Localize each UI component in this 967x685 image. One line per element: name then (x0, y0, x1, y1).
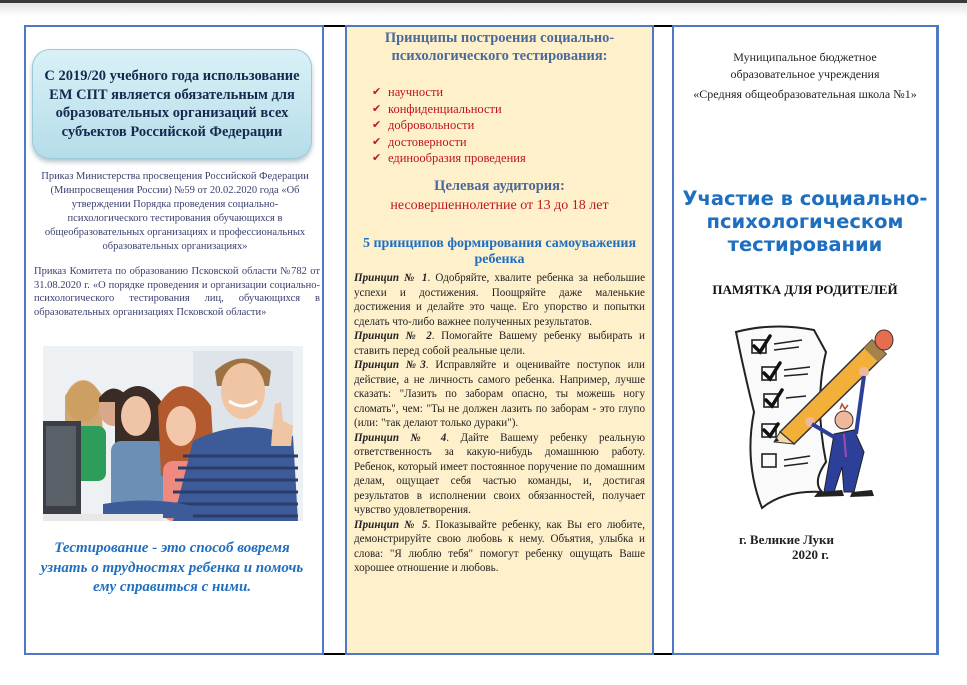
principle-number: Принцип № 4 (354, 431, 447, 444)
school-line: Муниципальное бюджетное (733, 50, 877, 64)
checkmark-icon: ✔ (372, 86, 382, 98)
principle-text: . Показывайте ребенку, как Вы его любите, демонстрируйте свою любовь к нему. Объятия, улыбка и слова: "Я люблю тебя" помогут ребенку ощущать Ваше хорошее отношение и любовь. (354, 518, 645, 574)
testing-principles-list (372, 84, 526, 167)
fold-gap-right (652, 25, 674, 655)
list-item (372, 150, 526, 167)
principle-paragraph (354, 518, 645, 576)
school-line: образовательное учреждения (730, 67, 880, 81)
list-item (372, 134, 526, 151)
year-label: 2020 г. (792, 547, 829, 562)
principle-label: достоверности (388, 134, 467, 149)
school-name (674, 49, 936, 103)
principle-paragraph (354, 271, 645, 329)
students-photo (43, 346, 303, 521)
brochure-title: Участие в социально-психологическом тестировании (682, 187, 928, 256)
principle-paragraph (354, 329, 645, 358)
federal-order-text: Приказ Министерства просвещения Российской Федерации (Минпросвещения России) №59 от 20.02.2020 года «Об утверждении Порядка проведения социально-психологического тестирования обучающихся в общеобразовательных организациях и профессиональных образовательных организациях» (41, 171, 309, 252)
school-line: «Средняя общеобразовательная школа №1» (693, 87, 917, 101)
principle-label: добровольности (388, 118, 475, 132)
principle-number: Принцип № 1 (354, 272, 428, 284)
principle-paragraph (354, 431, 645, 518)
target-audience-title: Целевая аудитория: (434, 178, 565, 194)
left-panel (24, 25, 324, 655)
checkmark-icon: ✔ (372, 119, 382, 131)
list-item (372, 84, 526, 101)
principle-text: . Дайте Вашему ребенку реальную ответственность за какую-нибудь домашнюю работу. Ребенок, который имеет постоянное поручение по домашним делам, ощущает себя частью команды, и, достигая результатов в исполнении своих обязанностей, получает чувство удовлетворения. (354, 431, 645, 516)
checkmark-icon: ✔ (372, 135, 382, 148)
principle-paragraph (354, 358, 645, 431)
city-label: г. Великие Луки (739, 532, 835, 547)
checklist-pencil-illustration (714, 312, 904, 517)
window-top-shadow (0, 3, 967, 17)
checkmark-icon: ✔ (372, 102, 382, 115)
principle-number: Принцип № 2 (354, 330, 432, 342)
principle-label: научности (388, 85, 444, 99)
middle-panel (345, 25, 654, 655)
list-item (372, 101, 526, 118)
testing-principles-title: Принципы построения социально-психологического тестирования: (384, 30, 615, 64)
mandatory-callout (32, 49, 312, 159)
testing-tagline: Тестирование - это способ вовремя узнать о трудностях ребенка и помочь ему справиться с ними. (40, 540, 304, 595)
checkmark-icon: ✔ (372, 152, 382, 164)
right-panel (672, 25, 939, 655)
self-esteem-principles (354, 271, 645, 576)
callout-text: С 2019/20 учебного года использование ЕМ СПТ является обязательным для образовательных организаций всех субъектов Российской Федерации (44, 68, 300, 140)
self-esteem-title: 5 принципов формирования самоуважения ребенка (362, 236, 637, 267)
principle-number: Принцип №3 (354, 359, 426, 371)
memo-subtitle: ПАМЯТКА ДЛЯ РОДИТЕЛЕЙ (712, 282, 898, 297)
principle-text: . Исправляйте и оценивайте поступок или действие, а не личность самого ребенка. Например, лучше сказать: "Лазить по заборам опасно, ты можешь ногу сломать", чем: "Ты не должен лазить по заборам - это глупо (или: "так делают только дураки"). (354, 359, 645, 429)
list-item (372, 117, 526, 134)
principle-number: Принцип № 5 (354, 518, 428, 531)
principle-text: . Помогайте Вашему ребенку выбирать и ставить перед собой реальные цели. (354, 330, 645, 357)
checklist-icon (714, 312, 904, 517)
regional-order-text: Приказ Комитета по образованию Псковской области №782 от 31.08.2020 г. «О порядке проведения и организации социально-психологического тестирования лиц, обучающихся в образовательных организациях Псковской области» (34, 266, 320, 318)
target-audience-value: несовершеннолетние от 13 до 18 лет (390, 198, 609, 213)
students-photo-illustration (43, 346, 303, 521)
principle-text: . Одобряйте, хвалите ребенка за небольшие успехи и достижения. Поощряйте даже маленькие достижения и делайте это чаще. Его упорство и попытки сделать что-либо важнее полученных результатов. (354, 272, 645, 328)
fold-gap-left (322, 25, 347, 655)
principle-label: единообразия проведения (388, 151, 526, 165)
principle-label: конфиденциальности (388, 101, 502, 116)
